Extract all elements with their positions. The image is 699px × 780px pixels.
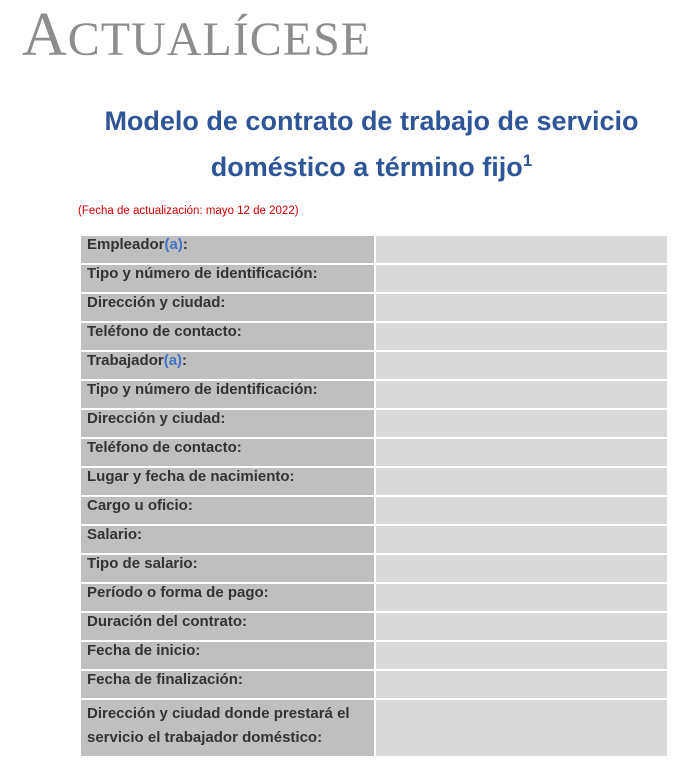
field-label [81, 439, 374, 466]
form-row [81, 265, 667, 292]
field-label-text: Salario: [87, 526, 143, 543]
logo-text: CTUALÍCESE [67, 13, 372, 66]
field-label [81, 700, 374, 756]
form-row [81, 236, 667, 263]
logo [22, 1, 372, 69]
form-row [81, 352, 667, 379]
field-label-text: Teléfono de contacto: [87, 439, 242, 456]
form-row [81, 642, 667, 669]
gender-suffix: (a) [163, 352, 183, 369]
form-row [81, 555, 667, 582]
field-value[interactable] [376, 352, 668, 379]
form-row [81, 468, 667, 495]
field-value[interactable] [376, 323, 668, 350]
form-row [81, 613, 667, 640]
field-label [81, 236, 374, 263]
field-label [81, 526, 374, 553]
field-label [81, 671, 374, 698]
update-date-note: (Fecha de actualización: mayo 12 de 2022) [78, 205, 299, 217]
field-label [81, 468, 374, 495]
field-label-text: Teléfono de contacto: [87, 323, 242, 340]
field-label [81, 294, 374, 321]
field-label-text: Dirección y ciudad: [87, 294, 226, 311]
field-value[interactable] [376, 381, 668, 408]
field-label-text: Tipo y número de identificación: [87, 265, 318, 282]
form-row [81, 526, 667, 553]
field-label-text: Dirección y ciudad donde prestará el servicio el trabajador doméstico: [87, 705, 350, 746]
field-label-text: Fecha de inicio: [87, 642, 201, 659]
field-label-text: Dirección y ciudad: [87, 410, 226, 427]
field-value[interactable] [376, 671, 668, 698]
field-label [81, 381, 374, 408]
field-value[interactable] [376, 642, 668, 669]
field-label-text: Período o forma de pago: [87, 584, 269, 601]
form-row [81, 410, 667, 437]
form-row [81, 700, 667, 756]
form-row [81, 381, 667, 408]
field-value[interactable] [376, 265, 668, 292]
field-value[interactable] [376, 584, 668, 611]
field-value[interactable] [376, 468, 668, 495]
form-row [81, 323, 667, 350]
form-row [81, 497, 667, 524]
field-label [81, 352, 374, 379]
field-label-text: Cargo u oficio: [87, 497, 193, 514]
field-label [81, 265, 374, 292]
label-colon: : [182, 352, 188, 369]
form-row [81, 439, 667, 466]
field-value[interactable] [376, 497, 668, 524]
field-label [81, 613, 374, 640]
field-value[interactable] [376, 236, 668, 263]
title-text: doméstico a término fijo [210, 152, 523, 182]
field-value[interactable] [376, 439, 668, 466]
field-value[interactable] [376, 410, 668, 437]
field-label-text: Tipo y número de identificación: [87, 381, 318, 398]
logo-initial: A [22, 1, 68, 69]
field-label [81, 497, 374, 524]
form-row [81, 584, 667, 611]
field-label [81, 584, 374, 611]
field-value[interactable] [376, 613, 668, 640]
field-label-text: Trabajador [87, 352, 164, 369]
document-title-line2 [22, 146, 699, 188]
field-label-text: Fecha de finalización: [87, 671, 243, 688]
field-value[interactable] [376, 526, 668, 553]
field-value[interactable] [376, 294, 668, 321]
document-title-line1: Modelo de contrato de trabajo de servicio [104, 106, 639, 136]
field-label [81, 555, 374, 582]
field-label-text: Duración del contrato: [87, 613, 248, 630]
form-row [81, 294, 667, 321]
field-label-text: Lugar y fecha de nacimiento: [87, 468, 295, 485]
gender-suffix: (a) [164, 236, 183, 253]
field-label-text: Tipo de salario: [87, 555, 198, 572]
form-row [81, 671, 667, 698]
footnote-marker[interactable]: 1 [522, 151, 533, 170]
field-label-text: Empleador [87, 236, 165, 253]
contract-form-table [79, 234, 669, 758]
label-colon: : [182, 236, 188, 253]
field-value[interactable] [376, 555, 668, 582]
field-label [81, 323, 374, 350]
field-label [81, 410, 374, 437]
field-label [81, 642, 374, 669]
field-value[interactable] [376, 700, 668, 756]
